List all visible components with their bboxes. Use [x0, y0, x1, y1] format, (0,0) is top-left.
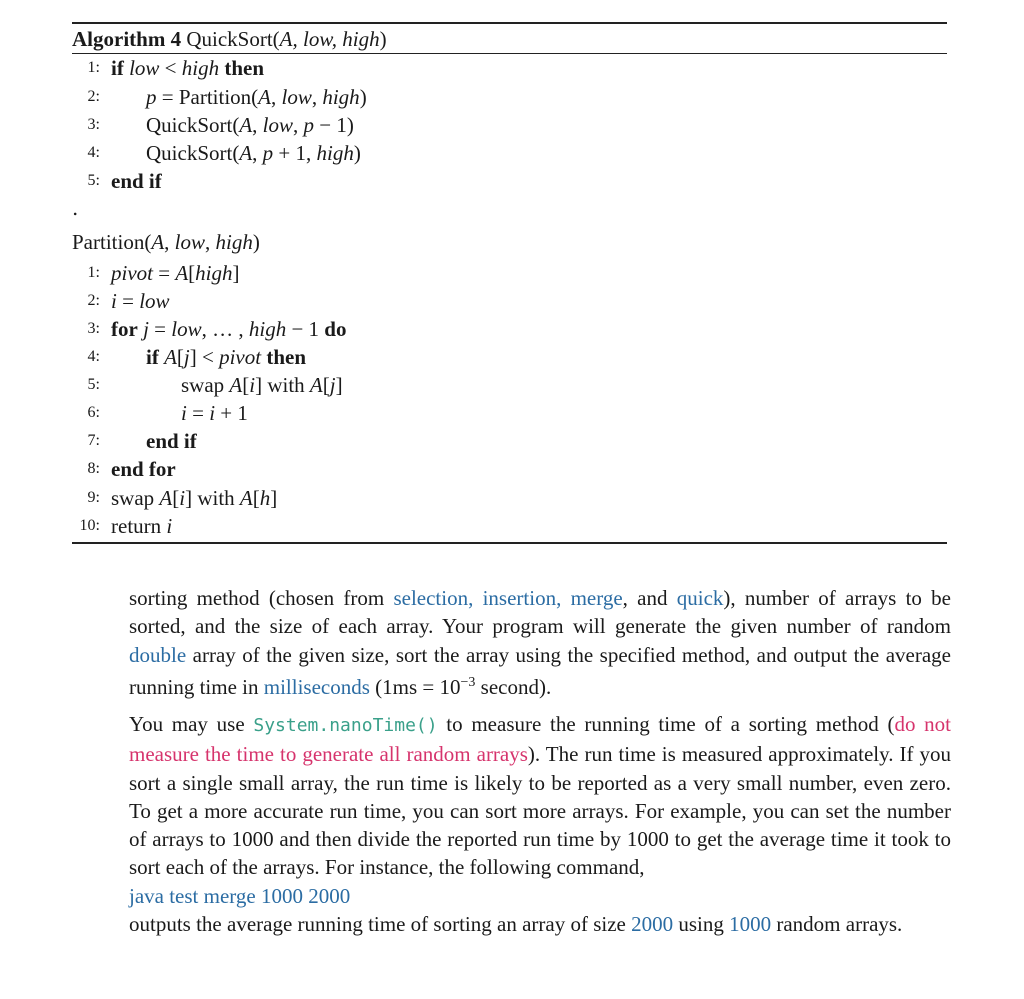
partition-line-1: pivot = A[high] — [111, 261, 240, 285]
line-number: 2: — [87, 292, 100, 309]
algorithm-header-rule — [72, 53, 947, 54]
text-span: using — [673, 912, 730, 937]
quicksort-line-4: QuickSort(A, p + 1, high) — [146, 141, 361, 165]
line-number: 5: — [87, 172, 100, 189]
paragraph-method — [129, 584, 951, 701]
partition-line-10: return i — [111, 514, 173, 538]
line-number: 4: — [87, 144, 100, 161]
partition-title: Partition(A, low, high) — [72, 230, 260, 254]
double-link[interactable]: double — [129, 642, 187, 667]
quicksort-line-1: if low < high then — [111, 56, 265, 80]
line-number: 7: — [87, 432, 100, 449]
nanotime-code: System.nanoTime() — [253, 715, 438, 736]
line-number: 1: — [87, 59, 100, 76]
text-span: second). — [475, 674, 552, 699]
algorithm-bottom-rule — [72, 542, 947, 544]
line-number: 2: — [87, 88, 100, 105]
line-number: 10: — [79, 517, 100, 534]
exponent: −3 — [460, 674, 476, 690]
text-span: You may use — [129, 712, 254, 736]
line-number: 9: — [87, 489, 100, 506]
separator-dot: . — [72, 196, 79, 220]
partition-line-5: swap A[i] with A[j] — [181, 373, 343, 397]
partition-line-4: if A[j] < pivot then — [146, 345, 307, 369]
quicksort-line-2: p = Partition(A, low, high) — [146, 85, 367, 109]
partition-line-9: swap A[i] with A[h] — [111, 486, 278, 510]
partition-line-3: for j = low, … , high − 1 do — [111, 317, 347, 341]
example-command: java test merge 1000 2000 — [129, 883, 351, 908]
text-span: to measure the running time of a sorting method ( — [437, 712, 895, 736]
text-span: outputs the average running time of sorting an array of size — [129, 912, 632, 937]
line-number: 1: — [87, 264, 100, 281]
line-number: 6: — [87, 404, 100, 421]
text-span: sorting method (chosen from — [129, 586, 394, 610]
line-number: 3: — [87, 320, 100, 337]
partition-line-8: end for — [111, 457, 176, 481]
text-span: array of the given size, sort the array using the specified method, and output the average running time in — [129, 642, 951, 699]
line-number: 8: — [87, 460, 100, 477]
algorithm-close: ) — [379, 27, 387, 51]
array-size-value: 2000 — [631, 912, 674, 937]
algorithm-top-rule — [72, 22, 947, 24]
text-span: ). The run time is measured approximately. If you sort a single small array, the run time is likely to be reported as a very small number, even zero. To get a more accurate run time, you can sort more arrays. For example, you can set the number of arrays to 1000 and then divide the reported run time by 1000 to get the average time it took to sort each of the arrays. For instance, the following command, — [129, 742, 951, 880]
milliseconds-link[interactable]: milliseconds — [263, 674, 370, 699]
line-number: 4: — [87, 348, 100, 365]
methods-link[interactable]: selection, insertion, merge — [393, 586, 623, 610]
quicksort-line-5: end if — [111, 169, 162, 193]
algorithm-args: A, low, high — [279, 27, 380, 51]
text-span: , and — [622, 586, 677, 610]
text-span: random arrays. — [771, 912, 903, 937]
warning-text: do not measure the time to generate all random arrays — [129, 712, 951, 767]
text-span: (1ms = 10 — [369, 674, 461, 699]
algorithm-name: QuickSort( — [186, 27, 280, 51]
algorithm-label: Algorithm 4 — [72, 27, 182, 51]
partition-line-2: i = low — [111, 289, 170, 313]
line-number: 5: — [87, 376, 100, 393]
paragraph-timing — [129, 710, 951, 938]
line-number: 3: — [87, 116, 100, 133]
array-count-value: 1000 — [729, 912, 772, 937]
algorithm-title — [72, 26, 387, 52]
quicksort-line-3: QuickSort(A, low, p − 1) — [146, 113, 354, 137]
text-span: ), number of arrays to be sorted, and the size of each array. Your program will generate the given number of random — [129, 586, 951, 639]
quick-link[interactable]: quick — [676, 586, 724, 610]
partition-line-6: i = i + 1 — [181, 401, 248, 425]
partition-line-7: end if — [146, 429, 197, 453]
